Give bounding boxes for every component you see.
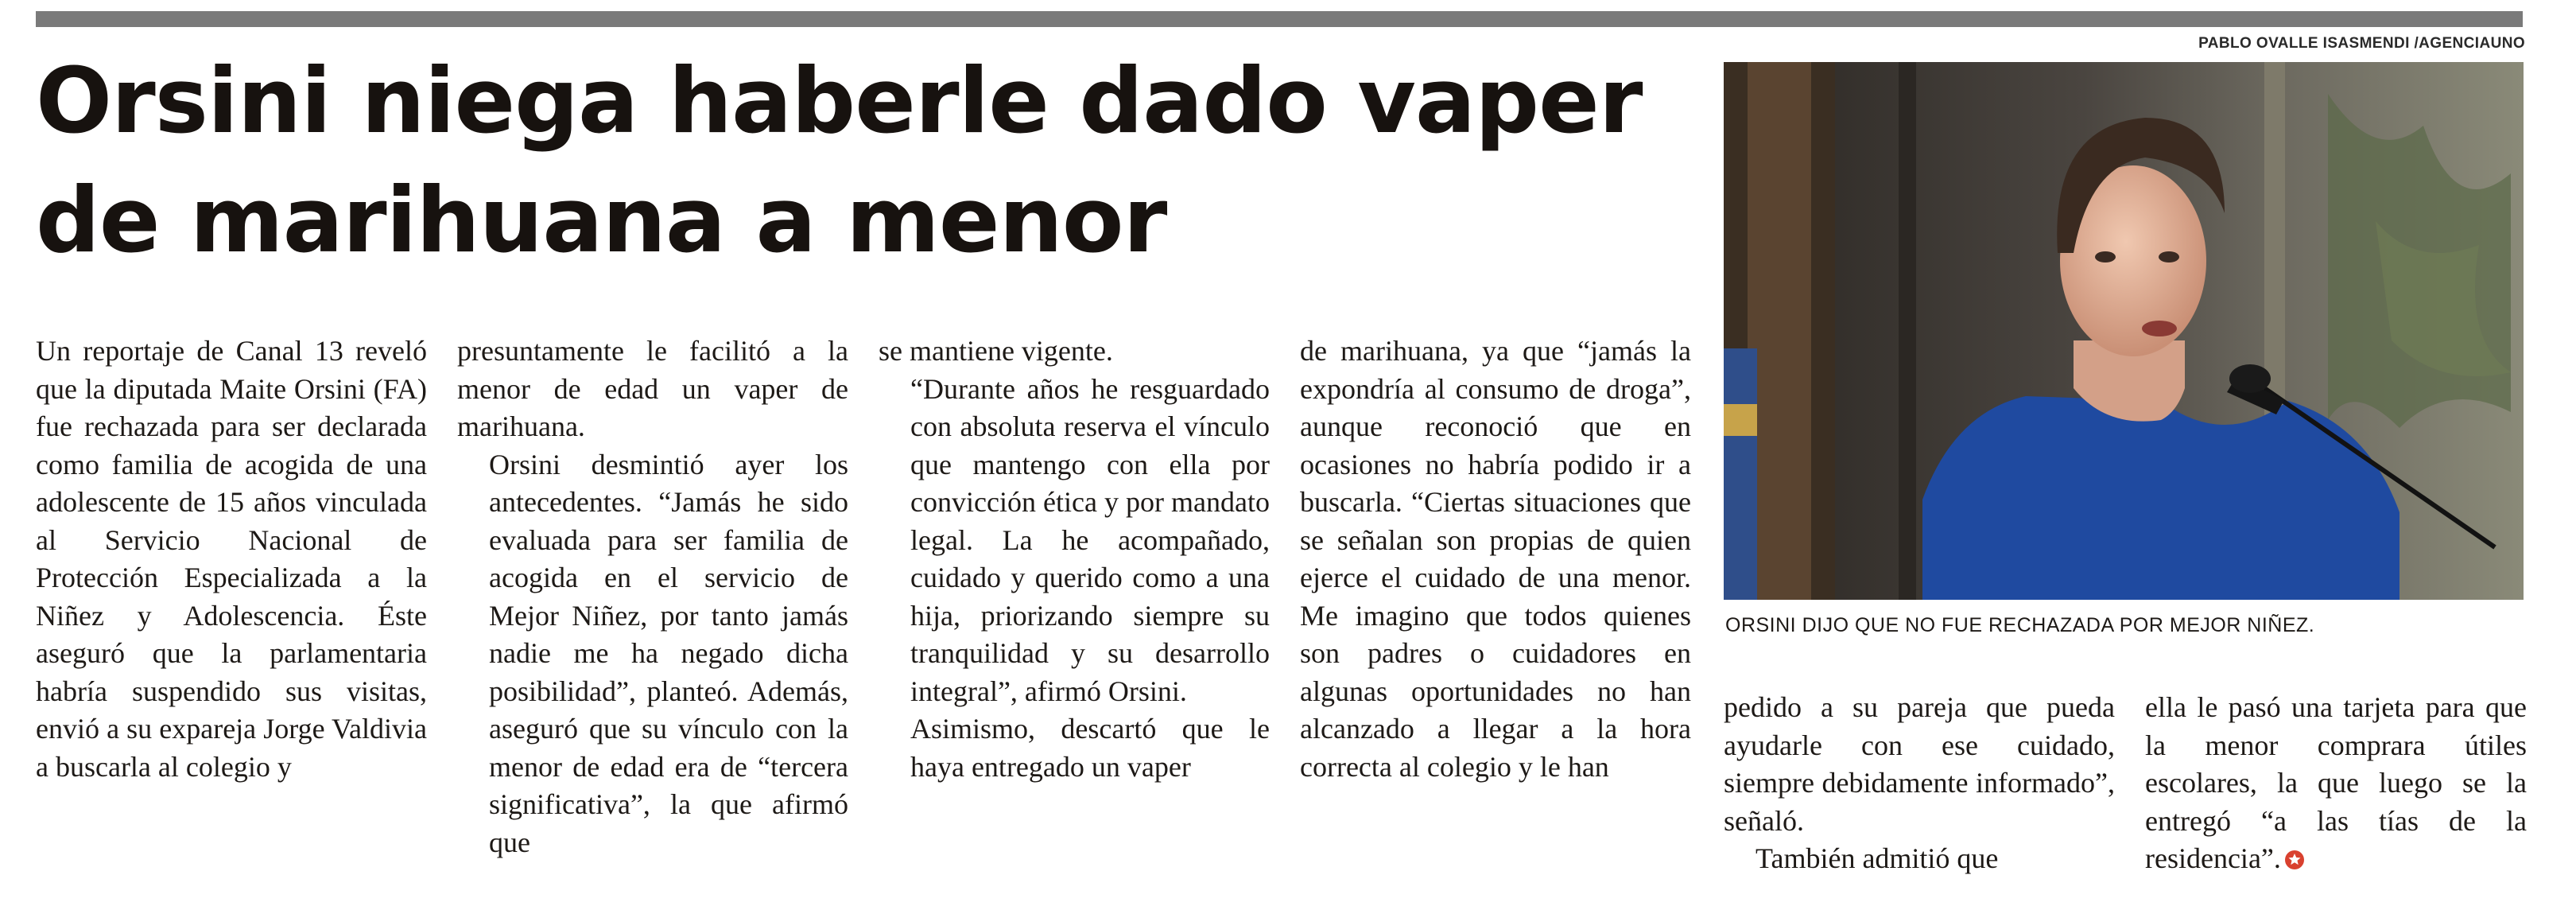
column-6 — [2145, 689, 2527, 878]
column-5 — [1724, 689, 2115, 878]
photo-orsini — [1724, 62, 2524, 600]
headline — [36, 41, 1690, 280]
paragraph: Asimismo, descartó que le haya entregado un vaper — [910, 713, 1270, 783]
paragraph: “Durante años he resguardado con absoluta reserva el vínculo que mantengo con ella por convicción ética y por mandato legal. La he acompañado, cuidado y querido como a una hija, priorizando siempre su tranquilidad y su desarrollo integral”, afirmó Orsini. — [910, 372, 1270, 707]
end-of-article-star-icon — [2284, 850, 2305, 870]
column-4 — [1300, 332, 1691, 786]
column-2 — [457, 332, 848, 861]
column-3 — [879, 332, 1270, 786]
paragraph: se mantiene vigente. — [879, 335, 1113, 367]
headline-line-2: de marihuana a menor — [36, 168, 1167, 273]
paragraph: de marihuana, ya que “jamás la expondría al consumo de droga”, aunque reconoció que en ocasiones no habría podido ir a buscarla. “Ciertas situaciones que se señalan son propias de quien ejerce el cuidado de una menor. Me imagino que todos quienes son padres o cuidadores en algunas oportunidades no han alcanzado a llegar a la hora correcta al colegio y le han — [1300, 335, 1691, 783]
paragraph: También admitió que — [1755, 842, 1999, 874]
photo-credit: PABLO OVALLE ISASMENDI /AGENCIAUNO — [2198, 35, 2525, 52]
paragraph: pedido a su pareja que pueda ayudarle con ese cuidado, siempre debidamente informado”, señaló. — [1724, 691, 2115, 837]
paragraph: Orsini desmintió ayer los antecedentes. “Jamás he sido evaluada para ser familia de acogida en el servicio de Mejor Niñez, por tanto jamás nadie me ha negado dicha posibilidad”, planteó. Además, aseguró que su vínculo con la menor de edad era de “tercera significativa”, la que afirmó que — [489, 448, 848, 858]
top-rule — [36, 11, 2523, 27]
photo-caption: ORSINI DIJO QUE NO FUE RECHAZADA POR MEJOR NIÑEZ. — [1725, 614, 2315, 636]
paragraph: ella le pasó una tarjeta para que la menor comprara útiles escolares, la que luego se la entregó “a las tías de la residencia”. — [2145, 691, 2527, 874]
paragraph: Un reportaje de Canal 13 reveló que la diputada Maite Orsini (FA) fue rechazada para ser declarada como familia de acogida de una adolescente de 15 años vinculada al Servicio Nacional de Protección Especializada a la Niñez y Adolescencia. Éste aseguró que la parlamentaria habría suspendido sus visitas, envió a su expareja Jorge Valdivia a buscarla al colegio y — [36, 335, 427, 783]
paragraph: presuntamente le facilitó a la menor de edad un vaper de marihuana. — [457, 335, 848, 442]
column-1 — [36, 332, 427, 786]
headline-line-1: Orsini niega haberle dado vaper — [36, 49, 1643, 154]
